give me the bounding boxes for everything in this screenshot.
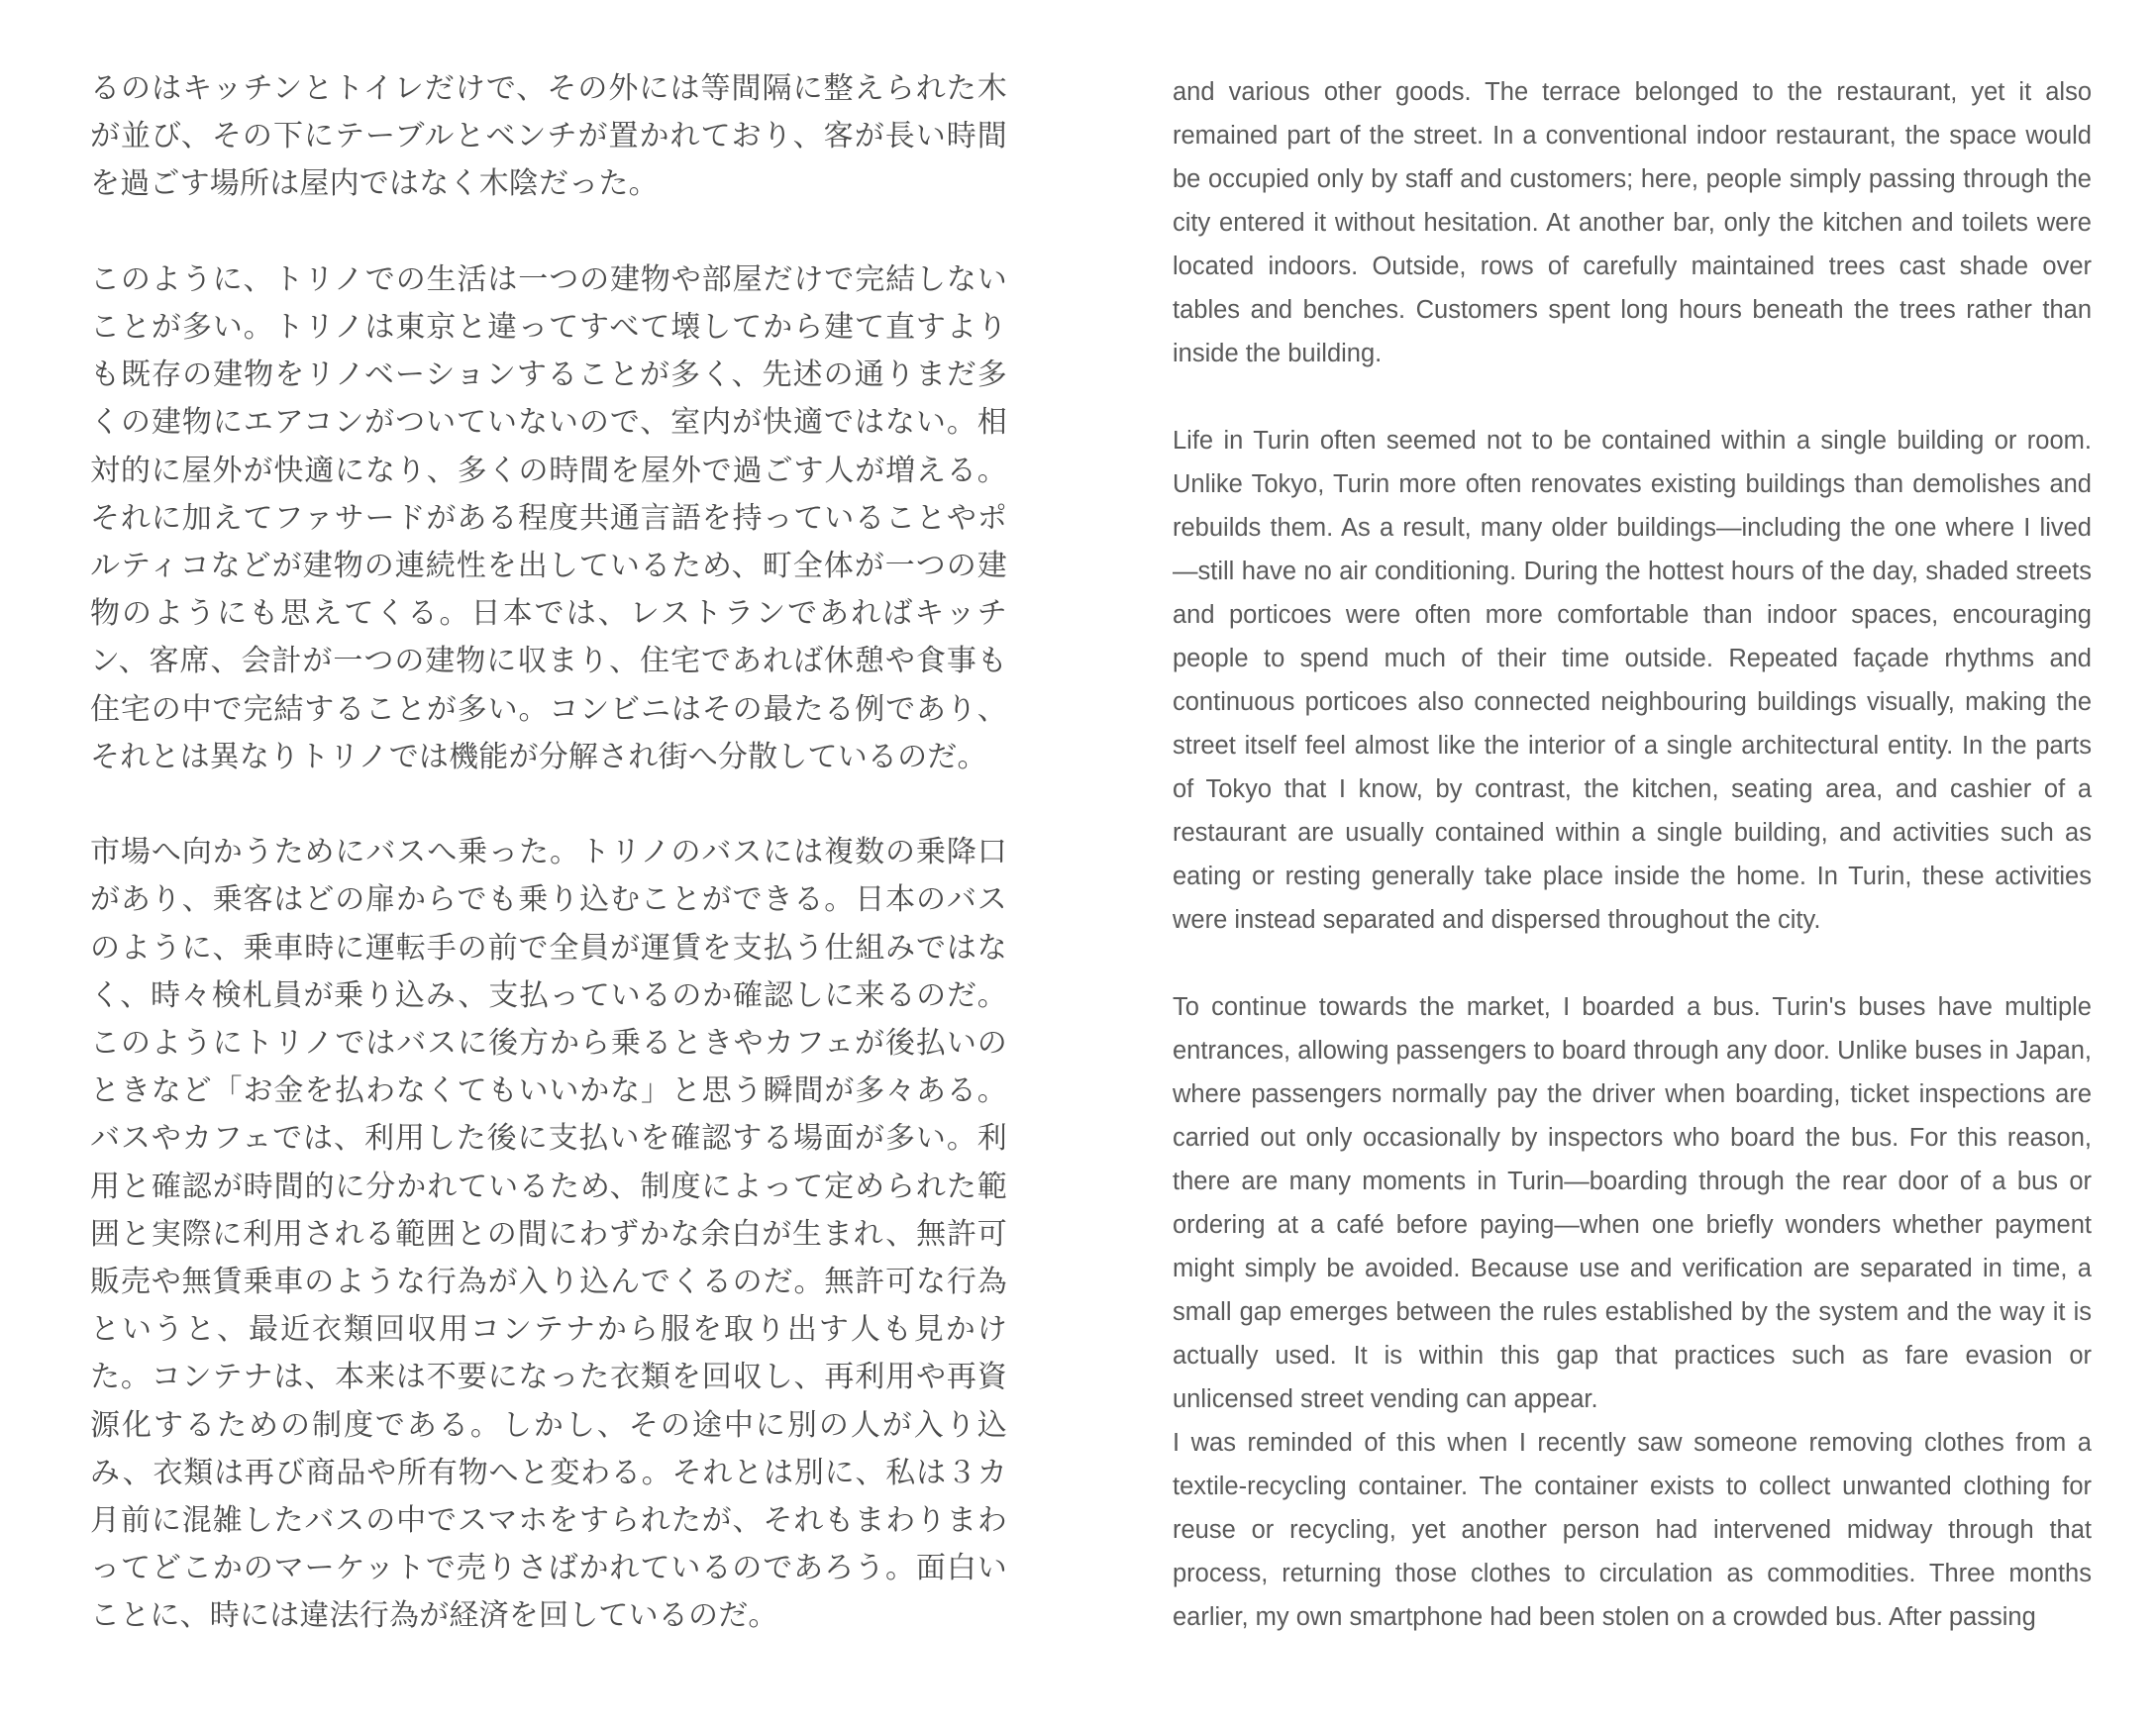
english-paragraph: I was reminded of this when I recently saw someone removing clothes from a textile-recycling container. The container exists to collect unwanted clothing for reuse or recycling, yet another person had intervened midway through that process, returning those clothes to circulation as commodities. Three months earlier, my own smartphone had been stolen on a crowded bus. After passing [1173,1429,2092,1631]
english-paragraph: To continue towards the market, I boarded a bus. Turin's buses have multiple entrances, allowing passengers to board through any door. Unlike buses in Japan, where passengers normally pay the driver when boarding, ticket inspections are carried out only occasionally by inspectors who board the bus. For this reason, there are many moments in Turin—boarding through the rear door of a bus or ordering at a café before paying—when one briefly wonders whether payment might simply be avoided. Because use and verification are separated in time, a small gap emerges between the rules established by the system and the way it is actually used. It is within this gap that practices such as fare evasion or unlicensed street vending can appear. [1173,993,2092,1413]
japanese-paragraph: このように、トリノでの生活は一つの建物や部屋だけで完結しないことが多い。トリノは東京と違ってすべて壊してから建て直すよりも既存の建物をリノベーションすることが多く、先述の通りまだ多くの建物にエアコンがついていないので、室内が快適ではない。相対的に屋外が快適になり、多くの時間を屋外で過ごす人が増える。それに加えてファサードがある程度共通言語を持っていることやポルティコなどが建物の連続性を出しているため、町全体が一つの建物のようにも思えてくる。日本では、レストランであればキッチン、客席、会計が一つの建物に収まり、住宅であれば休憩や食事も住宅の中で完結することが多い。コンビニはその最たる例であり、それとは異なりトリノでは機能が分解され街へ分散しているのだ。 [90,261,1007,774]
english-paragraph: and various other goods. The terrace belonged to the restaurant, yet it also remained part of the street. In a conventional indoor restaurant, the space would be occupied only by staff and customers; here, people simply passing through the city entered it without hesitation. At another bar, only the kitchen and toilets were located indoors. Outside, rows of carefully maintained trees cast shade over tables and benches. Customers spent long hours beneath the trees rather than inside the building. [1173,78,2092,367]
english-paragraph: Life in Turin often seemed not to be contained within a single building or room. Unlike Tokyo, Turin more often renovates existing buildings than demolishes and rebuilds them. As a result, many older buildings—including the one where I lived—still have no air conditioning. During the hottest hours of the day, shaded streets and porticoes were often more comfortable than indoor spaces, encouraging people to spend much of their time outside. Repeated façade rhythms and continuous porticoes also connected neighbouring buildings visually, making the street itself feel almost like the interior of a single architectural entity. In the parts of Tokyo that I know, by contrast, the kitchen, seating area, and cashier of a restaurant are usually contained within a single building, and activities such as eating or resting generally take place inside the home. In Turin, these activities were instead separated and dispersed throughout the city. [1173,427,2092,934]
english-text-column [1173,70,2092,1639]
japanese-text-column [90,65,1007,1641]
japanese-paragraph: 市場へ向かうためにバスへ乗った。トリノのバスには複数の乗降口があり、乗客はどの扉からでも乗り込むことができる。日本のバスのように、乗車時に運転手の前で全員が運賃を支払う仕組みではなく、時々検札員が乗り込み、支払っているのか確認しに来るのだ。このようにトリノではバスに後方から乗るときやカフェが後払いのときなど「お金を払わなくてもいいかな」と思う瞬間が多々ある。バスやカフェでは、利用した後に支払いを確認する場面が多い。利用と確認が時間的に分かれているため、制度によって定められた範囲と実際に利用される範囲との間にわずかな余白が生まれ、無許可販売や無賃乗車のような行為が入り込んでくるのだ。無許可な行為というと、最近衣類回収用コンテナから服を取り出す人も見かけた。コンテナは、本来は不要になった衣類を回収し、再利用や再資源化するための制度である。しかし、その途中に別の人が入り込み、衣類は再び商品や所有物へと変わる。それとは別に、私は３カ月前に混雑したバスの中でスマホをすられたが、それもまわりまわってどこかのマーケットで売りさばかれているのであろう。面白いことに、時には違法行為が経済を回しているのだ。 [90,835,1007,1634]
japanese-paragraph: るのはキッチンとトイレだけで、その外には等間隔に整えられた木が並び、その下にテーブルとベンチが置かれており、客が長い時間を過ごす場所は屋内ではなく木陰だった。 [90,71,1007,202]
